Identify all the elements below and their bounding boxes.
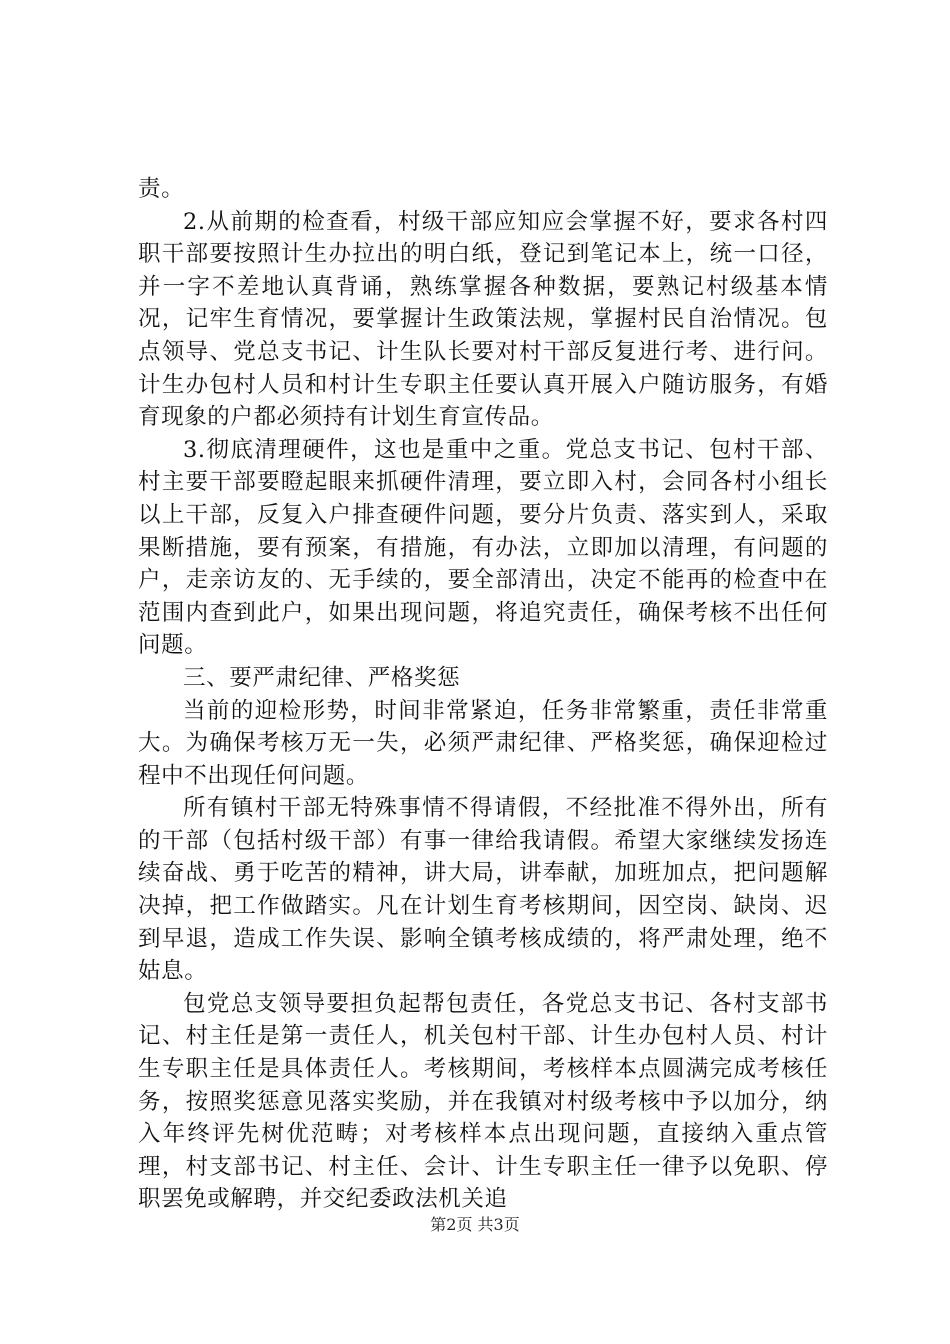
paragraph-continuation: 责。: [138, 176, 185, 202]
paragraph-item-2: 2.从前期的检查看，村级干部应知应会掌握不好，要求各村四职干部要按照计生办拉出的明白纸，登记到笔记本上，统一口径，并一字不差地认真背诵，熟练掌握各种数据，要熟记村级基本情况，记牢生育情况，要掌握计生政策法规，掌握村民自治情况。包点领导、党总支书记、计生队长要对村干部反复进行考、进行问。计生办包村人员和村计生专职主任要认真开展入户随访服务，有婚育现象的户都必须持有计划生育宣传品。: [138, 208, 828, 431]
section-heading: 三、要严肃纪律、严格奖惩: [183, 664, 461, 691]
paragraph-situation: 当前的迎检形势，时间非常紧迫，任务非常繁重，责任非常重大。为确保考核万无一失，必须严肃纪律、严格奖惩，确保迎检过程中不出现任何问题。: [138, 697, 828, 789]
paragraph-item-3: 3.彻底清理硬件，这也是重中之重。党总支书记、包村干部、村主要干部要瞪起眼来抓硬件清理，要立即入村，会同各村小组长以上干部，反复入户排查硬件问题，要分片负责、落实到人，采取果断措施，要有预案，有措施，有办法，立即加以清理，有问题的户，走亲访友的、无手续的，要全部清出，决定不能再的检查中在范围内查到此户，如果出现问题，将追究责任，确保考核不出任何问题。: [138, 436, 828, 659]
page-number-footer: 第2页 共3页: [430, 1215, 520, 1234]
paragraph-leave-rules: 所有镇村干部无特殊事情不得请假，不经批准不得外出，所有的干部（包括村级干部）有事一律给我请假。希望大家继续发扬连续奋战、勇于吃苦的精神，讲大局，讲奉献，加班加点，把问题解决掉，把工作做踏实。凡在计划生育考核期间，因空岗、缺岗、迟到早退，造成工作失误、影响全镇考核成绩的，将严肃处理，绝不姑息。: [138, 795, 828, 985]
document-body: [138, 173, 828, 1216]
paragraph-responsibility: 包党总支领导要担负起帮包责任，各党总支书记、各村支部书记、村主任是第一责任人，机关包村干部、计生办包村人员、村计生专职主任是具体责任人。考核期间，考核样本点圆满完成考核任务，按照奖惩意见落实奖励，并在我镇对村级考核中予以加分，纳入年终评先树优范畴；对考核样本点出现问题，直接纳入重点管理，村支部书记、村主任、会计、计生专职主任一律予以免职、停职罢免或解聘，并交纪委政法机关追: [138, 990, 828, 1213]
